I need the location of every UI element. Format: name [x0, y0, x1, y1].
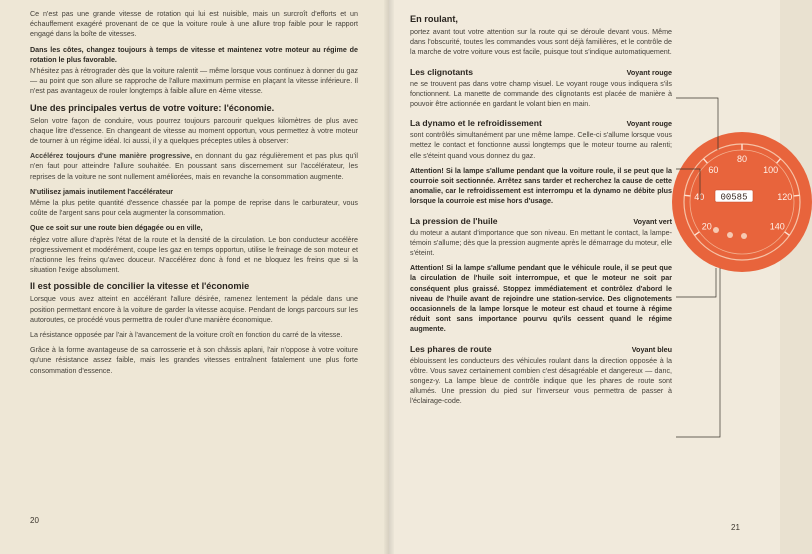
voyant-label: Voyant vert [633, 216, 672, 226]
paragraph: Grâce à la forme avantageuse de sa carrosserie et à son châssis aplani, l'air n'oppose à votre voiture qu'une résistance assez faible, mais les grandes vitesses entraînent fatalement une plus forte consommation d'essence. [30, 346, 358, 375]
paragraph: La résistance opposée par l'air à l'avancement de la voiture croît en fonction du carré de la vitesse. [30, 331, 343, 340]
voyant-label: Voyant rouge [626, 67, 672, 77]
indicator-lamp [713, 227, 719, 233]
section-title: Les clignotants [410, 66, 474, 77]
warning-text: Attention! Si la lampe s'allume pendant que la voiture roule, il se peut que la courroie soit sectionnée. Arrêtez sans tarder et recherchez la cause de cette anomalie, car le refroidissement est interrompu et la dynamo ne débite plus lorsque la courroie est mise hors d'usage. [410, 166, 672, 206]
page-number: 20 [30, 516, 39, 525]
speedometer-illustration [672, 132, 812, 272]
bold-lead: Que ce soit sur une route bien dégagée ou en ville, [30, 224, 203, 233]
bold-lead: Dans les côtes, changez toujours à temps de vitesse et maintenez votre moteur au régime de rotation le plus favorable. [30, 45, 358, 64]
section-heading: En roulant, [410, 14, 458, 24]
paragraph: Ce n'est pas une grande vitesse de rotation qui lui est nuisible, mais un surcroît d'efforts et un échauffement exagéré provenant de ce que la voiture roule à une allure trop faible pour le rapport engagé dans la boîte de vitesses. [30, 10, 358, 39]
voyant-label: Voyant rouge [626, 119, 672, 129]
paragraph: N'hésitez pas à rétrograder dès que la voiture ralentit — même lorsque vous continuez à donner du gaz — au point que son allure se rapproche de l'allure maximum permise en plaçant la vitesse inférieure. Il n'est pas avantageux de rouler longtemps à faible allure en 4ème vitesse. [30, 67, 358, 96]
section-header-dynamo [410, 116, 672, 130]
gauge-tick [794, 195, 800, 196]
page-gutter [384, 0, 394, 554]
gauge-tick-label: 60 [708, 164, 719, 175]
voyant-label: Voyant bleu [631, 344, 672, 354]
paragraph: Même la plus petite quantité d'essence chassée par la pompe de reprise dans le carburateur, vous coûte de l'argent sans pour cela augmenter la consommation. [30, 199, 358, 218]
indicator-lamp [741, 233, 747, 239]
paragraph: réglez votre allure d'après l'état de la route et la densité de la circulation. Le bon conducteur accélère progressivement et modérément, coupe les gaz en temps opportun, utilise le freinage de son moteur et n'actionne les freins qu'avec douceur. N'accélérez donc à fond et ne bloquez les freins que si la situation l'exige absolument. [30, 235, 358, 275]
section-title: La pression de l'huile [410, 215, 498, 226]
bold-lead: Accélérez toujours d'une manière progressive, [30, 152, 193, 161]
section-title: Les phares de route [410, 343, 492, 354]
gauge-tick-label: 40 [694, 192, 705, 203]
warning-text: Attention! Si la lampe s'allume pendant que le véhicule roule, il se peut que la circulation de l'huile soit interrompue, et que le moteur ne soit par conséquent plus graissé. Stoppez immédiatement et contrôlez d'abord le niveau de l'huile avant de rejoindre une station-service. Des clignotements occasionnels de la lampe lorsque le moteur est chaud et tourne à régime réduit sont sans importance pourvu qu'ils cessent quand le régime augmente. [410, 264, 672, 334]
paragraph: ne se trouvent pas dans votre champ visuel. Le voyant rouge vous indiquera s'ils fonctionnent. La manette de commande des clignotants est placée de manière à pouvoir être actionnée en gardant le volant bien en main. [410, 79, 672, 109]
left-column [30, 9, 358, 381]
bold-lead: N'utilisez jamais inutilement l'accélérateur [30, 187, 174, 196]
paragraph: portez avant tout votre attention sur la route qui se déroule devant vous. Même dans l'obscurité, toutes les commandes vous sont déjà familières, et le contrôle de la marche de votre voiture vous est facile, puisque tout s'indique automatiquement. [410, 28, 672, 57]
paragraph: Selon votre façon de conduire, vous pourrez toujours parcourir quelques kilomètres de plus avec chaque litre d'essence. En changeant de vitesse au moment opportun, vous permettez à votre moteur de tourner à un régime idéal. Ici aussi, il y a quelques préceptes utiles à observer: [30, 116, 358, 146]
paragraph-mixed [30, 151, 358, 182]
indicator-lamp [727, 232, 733, 238]
odometer-readout: 00585 [720, 192, 748, 203]
gauge-tick-label: 120 [777, 192, 793, 203]
section-title: La dynamo et le refroidissement [410, 118, 542, 129]
paragraph: Lorsque vous avez atteint en accélérant l'allure désirée, ramenez lentement la pédale dans une position permettant encore à la voiture de garder la vitesse acquise. Pendant de longs parcours sur les autoroutes, ce procédé vous permettra de rouler d'une manière économique. [30, 295, 358, 324]
section-header-huile [410, 214, 672, 228]
gauge-tick-label: 20 [701, 221, 712, 232]
gauge-tick [684, 195, 690, 196]
section-heading: Il est possible de concilier la vitesse et l'économie [30, 281, 250, 292]
section-header-phares [410, 342, 672, 356]
right-column [410, 9, 672, 412]
gauge-tick-label: 140 [769, 221, 785, 232]
paragraph: éblouissent les conducteurs des véhicules roulant dans la direction opposée à la vôtre. Vous savez certainement combien c'est désagréable et dangereux — danc, songez-y. La lampe bleue de contrôle indique que les phares de route sont allumés. Une pression du pied sur l'inverseur vous permettra de passer à l'éclairage-code. [410, 356, 672, 406]
section-heading: Une des principales vertus de votre voiture: l'économie. [30, 102, 275, 113]
page-number: 21 [731, 523, 740, 532]
gauge-tick-label: 100 [763, 164, 779, 175]
paragraph-text: en donnant du gaz régulièrement et pas plus qu'il n'en faut pour atteindre l'allure souhaitée. En poussant sans discernement sur l'accélérateur, les reprises de la voiture ne sont nullement améliorées, mais en revanche la consommation augmente. [30, 152, 358, 181]
section-header-clignotants [410, 65, 672, 79]
paragraph: sont contrôlés simultanément par une même lampe. Celle-ci s'allume lorsque vous mettez le contact et fonctionne aussi longtemps que le moteur tourne au ralenti; elle s'éteint quand vous donnez du gaz. [410, 131, 672, 160]
gauge-tick-label: 80 [736, 154, 748, 164]
paragraph: du moteur a autant d'importance que son niveau. En mettant le contact, la lampe-témoin s'allume; dès que la pression augmente après le démarrage du moteur, elle s'éteint. [410, 228, 672, 258]
